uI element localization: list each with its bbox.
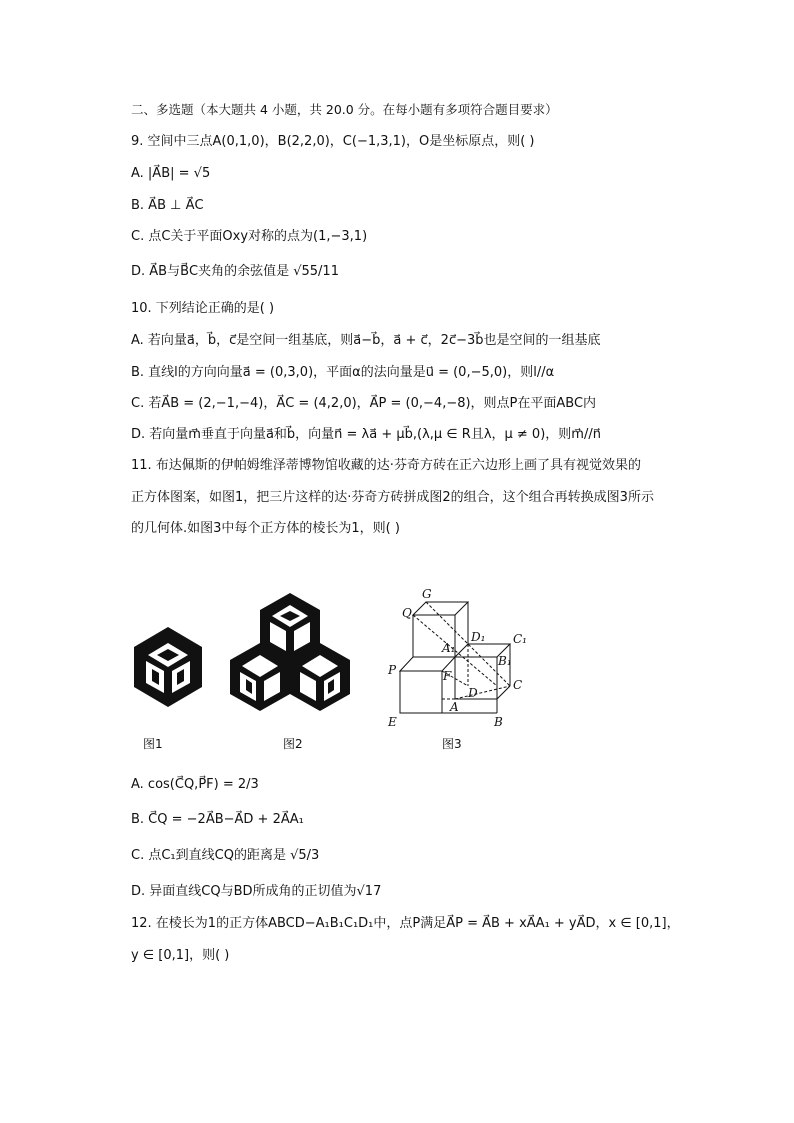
label-c1: C₁: [513, 632, 527, 646]
label-p: P: [388, 663, 397, 677]
label-e: E: [388, 715, 397, 729]
q9-option-b: B. A⃗B ⊥ A⃗C: [131, 198, 204, 213]
q11-stem-line-1: 11. 布达佩斯的伊帕姆维泽蒂博物馆收藏的达·芬奇方砖在正六边形上画了具有视觉效果的: [131, 458, 641, 473]
figure-2-caption: 图2: [283, 737, 303, 751]
label-d: D: [468, 686, 478, 700]
label-q: Q: [402, 606, 412, 620]
q10-stem: 10. 下列结论正确的是( ): [131, 301, 275, 316]
label-d1: D₁: [471, 630, 486, 644]
q10-option-b: B. 直线l的方向向量a⃗ = (0,3,0)，平面α的法向量是u⃗ = (0,−5,0)，则l//α: [131, 365, 555, 380]
q11-option-a: A. cos(C⃗Q,P⃗F) = 2/3: [131, 777, 259, 792]
figure-3-geometry: [400, 602, 510, 713]
label-g: G: [422, 587, 432, 601]
q11-option-c: C. 点C₁到直线CQ的距离是 √5/3: [131, 848, 320, 863]
q11-option-d: D. 异面直线CQ与BD所成角的正切值为√17: [131, 884, 382, 899]
q9-option-d: D. A⃗B与B⃗C夹角的余弦值是 √55/11: [131, 264, 339, 279]
q10-option-a: A. 若向量a⃗，b⃗，c⃗是空间一组基底，则a⃗−b⃗，a⃗ + c⃗，2c⃗−3b⃗也是空间的一组基底: [131, 333, 601, 348]
q9-option-a: A. |A⃗B| = √5: [131, 166, 211, 181]
q9-stem: 9. 空间中三点A(0,1,0)，B(2,2,0)，C(−1,3,1)，O是坐标原点，则( ): [131, 134, 535, 149]
label-a: A: [450, 700, 459, 714]
q10-option-d: D. 若向量m⃗垂直于向量a⃗和b⃗，向量n⃗ = λa⃗ + μb⃗,(λ,μ ∈ R且λ，μ ≠ 0)，则m⃗//n⃗: [131, 427, 601, 442]
q10-option-c: C. 若A⃗B = (2,−1,−4)，A⃗C = (4,2,0)，A⃗P = (0,−4,−8)，则点P在平面ABC内: [131, 396, 597, 411]
label-b: B: [494, 715, 503, 729]
figure-1-caption: 图1: [143, 737, 163, 751]
q11-stem-line-2: 正方体图案，如图1，把三片这样的达·芬奇方砖拼成图2的组合，这个组合再转换成图3所示: [131, 490, 654, 505]
q12-stem-line-1: 12. 在棱长为1的正方体ABCD−A₁B₁C₁D₁中，点P满足A⃗P = A⃗B + xA⃗A₁ + yA⃗D，x ∈ [0,1]，: [131, 916, 680, 931]
label-b1: B₁: [498, 654, 512, 668]
figure-1-cube-tile: [134, 627, 202, 707]
q11-stem-line-3: 的几何体.如图3中每个正方体的棱长为1，则( ): [131, 521, 400, 536]
label-a1: A₁: [442, 641, 456, 655]
figure-group: [130, 585, 550, 735]
figure-3-labels: [387, 587, 527, 729]
label-f: F: [443, 669, 452, 683]
figure-3-caption: 图3: [442, 737, 462, 751]
label-c: C: [513, 678, 523, 692]
q12-stem-line-2: y ∈ [0,1]，则( ): [131, 948, 230, 963]
q9-option-c: C. 点C关于平面Oxy对称的点为(1,−3,1): [131, 229, 368, 244]
section-header: 二、多选题（本大题共 4 小题，共 20.0 分。在每小题有多项符合题目要求）: [131, 102, 558, 117]
q11-option-b: B. C⃗Q = −2A⃗B−A⃗D + 2A⃗A₁: [131, 812, 304, 827]
figure-2-three-tiles: [230, 593, 350, 711]
